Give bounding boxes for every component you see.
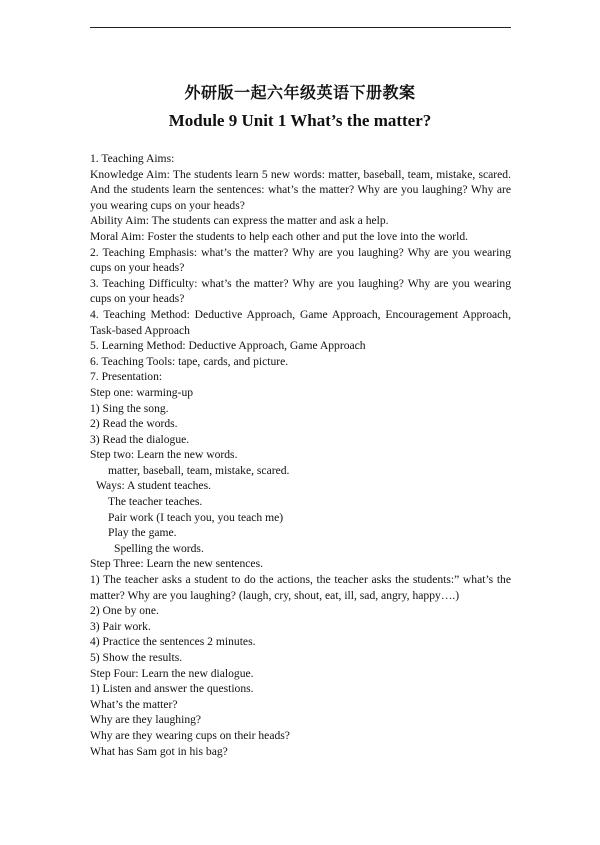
step-three-heading: Step Three: Learn the new sentences. <box>90 557 263 571</box>
ability-aim: Ability Aim: The students can express the matter and ask a help. <box>90 214 389 228</box>
list-item: 3) Pair work. <box>90 619 151 633</box>
list-item: 4) Practice the sentences 2 minutes. <box>90 635 256 649</box>
question: Why are they wearing cups on their heads? <box>90 728 290 742</box>
ways-label: Ways: A student teaches. <box>96 479 211 493</box>
step-one-heading: Step one: warming-up <box>90 385 194 399</box>
list-item: 1) Sing the song. <box>90 401 169 415</box>
list-item: 2) One by one. <box>90 604 159 618</box>
question: What’s the matter? <box>90 697 178 711</box>
moral-aim: Moral Aim: Foster the students to help each other and put the love into the world. <box>90 229 469 243</box>
teaching-tools: 6. Teaching Tools: tape, cards, and picture. <box>90 354 289 368</box>
lesson-plan-body <box>90 151 511 759</box>
top-rule <box>90 27 511 28</box>
learning-method: 5. Learning Method: Deductive Approach, Game Approach <box>90 339 366 353</box>
teaching-emphasis: 2. Teaching Emphasis: what’s the matter? Why are you laughing? Why are you wearing cups on your heads? <box>90 245 511 275</box>
question: What has Sam got in his bag? <box>90 744 228 758</box>
list-item: 1) Listen and answer the questions. <box>90 682 254 696</box>
question: Why are they laughing? <box>90 713 202 727</box>
page-title-chinese: 外研版一起六年级英语下册教案 <box>184 83 416 102</box>
list-item: 3) Read the dialogue. <box>90 432 190 446</box>
list-item: 2) Read the words. <box>90 417 178 431</box>
step-two-heading: Step two: Learn the new words. <box>90 448 238 462</box>
aims-heading: 1. Teaching Aims: <box>90 152 175 165</box>
new-words: matter, baseball, team, mistake, scared. <box>108 463 290 477</box>
presentation-heading: 7. Presentation: <box>90 370 163 384</box>
list-item: 5) Show the results. <box>90 651 183 664</box>
list-item: Spelling the words. <box>114 541 204 555</box>
list-item: Pair work (I teach you, you teach me) <box>108 510 284 524</box>
knowledge-aim: Knowledge Aim: The students learn 5 new words: matter, baseball, team, mistake, scared. And the students learn the sentences: what’s the matter? Why are you laughing? Why are you wearing cups on your heads? <box>90 167 511 212</box>
list-item: Play the game. <box>108 526 177 540</box>
teaching-method: 4. Teaching Method: Deductive Approach, Game Approach, Encouragement Approach, Task-based Approach <box>90 307 511 337</box>
step-four-heading: Step Four: Learn the new dialogue. <box>90 666 254 680</box>
page-title: Module 9 Unit 1 What’s the matter? <box>168 111 432 130</box>
teaching-difficulty: 3. Teaching Difficulty: what’s the matter? Why are you laughing? Why are you wearing cups on your heads? <box>90 276 511 306</box>
list-item: 1) The teacher asks a student to do the actions, the teacher asks the students:” what’s the matter? Why are you laughing? (laugh, cry, shout, eat, ill, sad, angry, happy….) <box>90 573 511 602</box>
list-item: The teacher teaches. <box>108 495 203 509</box>
